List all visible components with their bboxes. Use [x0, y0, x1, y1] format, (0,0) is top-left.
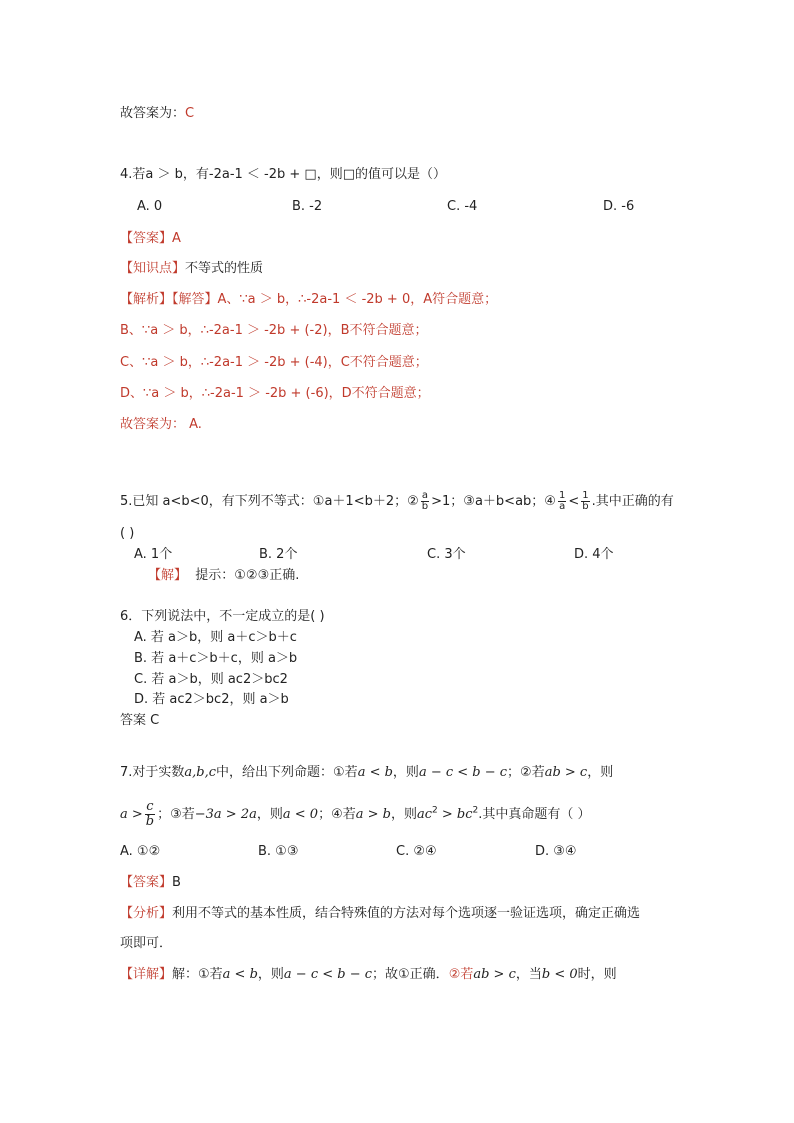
- math: b < 0: [541, 967, 578, 982]
- analysis-text: A、∵a ＞ b，∴-2a-1 ＜ -2b + 0，A符合题意；: [217, 292, 498, 307]
- text: ，则: [256, 807, 283, 822]
- math: ab > c: [544, 765, 588, 780]
- q4-knowledge: [120, 261, 263, 277]
- fraction-1-over-a: [558, 491, 566, 512]
- text: ，则: [257, 967, 284, 982]
- text: ，当: [515, 967, 542, 982]
- q4-analysis-4: D、∵a ＞ b，∴-2a-1 ＞ -2b + (-6)，D不符合题意；: [120, 386, 430, 401]
- q5-option-b: B. 2个: [259, 547, 298, 562]
- answer-label: 【答案】: [120, 875, 173, 890]
- text: ；③若: [157, 807, 195, 822]
- q6-option-c: C. 若 a＞b，则 ac2＞bc2: [134, 672, 288, 687]
- text: ；④若: [318, 807, 356, 822]
- math: a < b: [222, 967, 258, 982]
- answer-value: A: [172, 231, 181, 246]
- text: 时，则: [577, 967, 617, 982]
- q4-analysis-3: C、∵a ＞ b，∴-2a-1 ＞ -2b + (-4)，C不符合题意；: [120, 355, 428, 370]
- numerator: c: [146, 799, 154, 814]
- q6-answer: 答案 C: [120, 713, 160, 728]
- analysis-label: 【解析】【解答】: [120, 292, 218, 307]
- text: ，则: [587, 765, 614, 780]
- q7-option-a: A. ①②: [120, 844, 161, 859]
- text: .其中真命题有（ ）: [478, 807, 591, 822]
- q7-analysis-2: 项即可．: [120, 936, 173, 951]
- denominator: b: [145, 814, 155, 829]
- q7-option-d: D. ③④: [535, 844, 577, 859]
- q6-option-a: A. 若 a＞b，则 a＋c＞b＋c: [134, 630, 297, 645]
- q6-option-d: D. 若 ac2＞bc2，则 a＞b: [134, 692, 289, 707]
- math: ac: [416, 807, 432, 822]
- q5-paren: ( ): [120, 526, 135, 541]
- math: ab > c: [473, 967, 516, 982]
- math: a − c < b − c: [283, 967, 373, 982]
- q4-answer: [120, 231, 181, 247]
- q5-stem: [120, 489, 674, 515]
- q4-analysis-2: B、∵a ＞ b，∴-2a-1 ＞ -2b + (-2)，B不符合题意；: [120, 323, 428, 338]
- superscript: 2: [472, 805, 479, 816]
- fraction-a-over-b: [421, 491, 429, 512]
- math: a < b: [357, 765, 393, 780]
- q4-stem: 4.若a ＞ b，有-2a-1 ＜ -2b + □，则□的值可以是（）: [120, 167, 446, 182]
- math: a − c < b − c: [418, 765, 508, 780]
- q5-option-c: C. 3个: [427, 547, 466, 562]
- q7-answer: [120, 875, 181, 891]
- math: > bc: [437, 807, 473, 822]
- answer-value: B: [172, 875, 181, 890]
- text: ，则: [390, 807, 417, 822]
- hint-label: 【解】: [148, 568, 188, 583]
- text: ②若: [448, 967, 474, 982]
- analysis-text: 利用不等式的基本性质，结合特殊值的方法对每个选项逐一验证选项，确定正确选: [172, 906, 641, 921]
- fraction-1-over-b: [581, 491, 589, 512]
- q4-analysis-1: [120, 292, 497, 308]
- answer-label: 【答案】: [120, 231, 173, 246]
- q7-stem-line2: [120, 800, 591, 830]
- q7-stem-line1: [120, 765, 613, 781]
- text: ；故①正确．: [372, 967, 449, 982]
- q6-option-b: B. 若 a＋c＞b＋c，则 a＞b: [134, 651, 298, 666]
- q7-option-b: B. ①③: [258, 844, 299, 859]
- less-than: <: [568, 494, 580, 509]
- text: 解：①若: [172, 967, 223, 982]
- fraction-c-over-b: [145, 800, 155, 829]
- stem-text: >1；③a＋b<ab；④: [431, 494, 556, 509]
- denominator: a: [559, 501, 566, 512]
- text: 中，给出下列命题：①若: [216, 765, 358, 780]
- knowledge-text: 不等式的性质: [185, 261, 264, 276]
- denominator: b: [421, 501, 429, 512]
- knowledge-label: 【知识点】: [120, 261, 186, 276]
- q4-option-b: B. -2: [292, 199, 323, 214]
- math: a >: [120, 807, 143, 822]
- text: 7.对于实数: [120, 765, 185, 780]
- q5-hint: [148, 568, 299, 584]
- q7-detail: [120, 967, 617, 983]
- q5-option-a: A. 1个: [134, 547, 173, 562]
- q7-option-c: C. ②④: [396, 844, 437, 859]
- math: −3a > 2a: [194, 807, 257, 822]
- q4-option-c: C. -4: [447, 199, 478, 214]
- text: ；②若: [507, 765, 545, 780]
- answer-text: 故答案为：: [120, 106, 186, 121]
- q4-option-d: D. -6: [603, 199, 635, 214]
- numerator: 1: [558, 490, 566, 501]
- text: ，则: [392, 765, 419, 780]
- q4-option-a: A. 0: [137, 199, 163, 214]
- math: a < 0: [282, 807, 319, 822]
- q3-answer-line: [120, 106, 194, 122]
- answer-value: C: [185, 106, 195, 121]
- math: a,b,c: [184, 765, 217, 780]
- numerator: 1: [582, 490, 589, 501]
- stem-text: .其中正确的有: [591, 494, 674, 509]
- detail-label: 【详解】: [120, 967, 173, 982]
- stem-text: 5.已知 a<b<0，有下列不等式：①a＋1<b＋2；②: [120, 494, 419, 509]
- denominator: b: [582, 501, 589, 512]
- analysis-label: 【分析】: [120, 906, 173, 921]
- superscript: 2: [432, 805, 438, 816]
- q5-option-d: D. 4个: [574, 547, 614, 562]
- q7-analysis-1: [120, 906, 640, 922]
- q6-stem: 6．下列说法中，不一定成立的是( ): [120, 609, 325, 624]
- numerator: a: [421, 490, 429, 501]
- hint-text: 提示：①②③正确.: [195, 568, 300, 583]
- q4-conclusion: 故答案为： A.: [120, 417, 202, 432]
- math: a > b: [355, 807, 391, 822]
